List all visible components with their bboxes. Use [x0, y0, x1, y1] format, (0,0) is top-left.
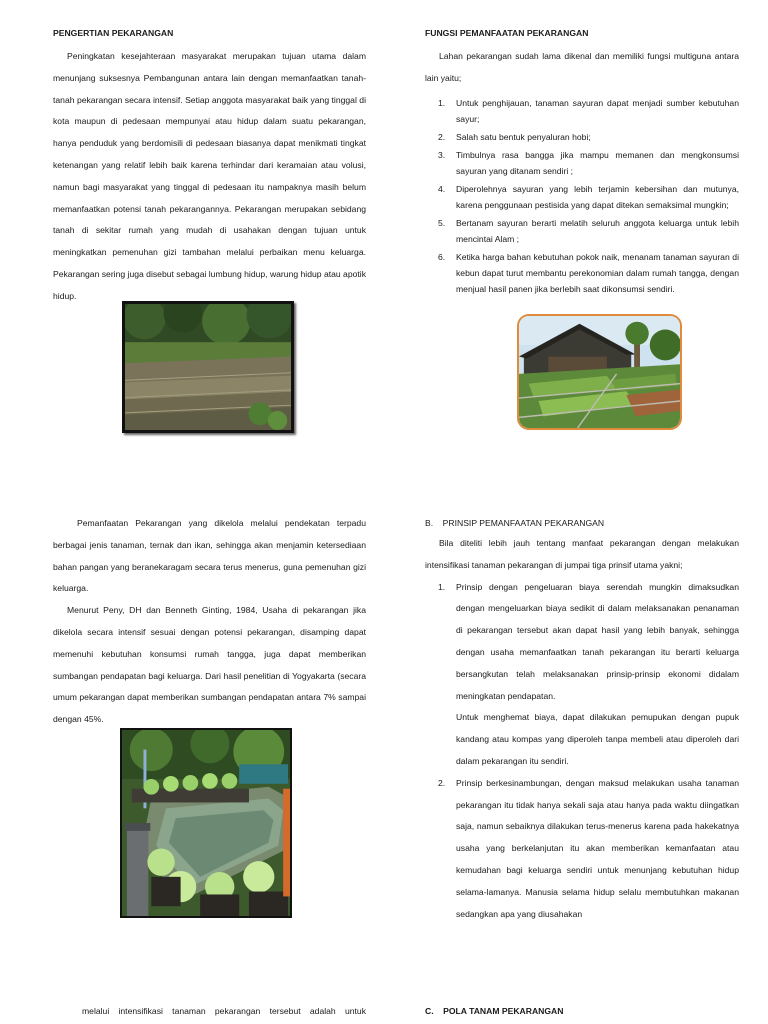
house-garden-photo	[517, 314, 682, 430]
paragraph: Menurut Peny, DH dan Benneth Ginting, 1984, Usaha di pekarangan jika dikelola secara intensif sesuai dengan potensi pekarangan, disamping dapat memenuhi kebutuhan konsumsi rumah tangga, juga dapat memberikan sumbangan pendapatan bagi keluarga. Dari hasil penelitian di Yogyakarta (secara umum pekarangan dapat memberikan sumbangan pendapatan antara 7% sampai dengan 45%.	[53, 605, 366, 725]
paragraph: Peningkatan kesejahteraan masyarakat merupakan tujuan utama dalam menunjang suksesnya Pembangunan antara lain dengan memanfaatkan tanah-tanah pekarangan secara intensif. Setiap anggota masyarakat baik yang tinggal di kota maupun di pedesaan mempunyai atau hidup dalam suatu pekarangan, hanya penduduk yang berdomisili di pedesaan biasanya dapat menikmati tingkat ketenangan yang relatif lebih baik karena terhindar dari keramaian atau volusi, namun bagi masyarakat yang tinggal di pedesaan itu nampaknya masih belum memanfaatkan potensi tanah pekarangannya. Pekarangan merupakan sebidang tanah di sekitar rumah yang mudah di usahakan dengan tujuan untuk meningkatkan pemenuhan gizi tambahan melalui perbaikan menu keluarga. Pekarangan sering juga disebut sebagai lumbung hidup, warung hidup atau apotik hidup.	[53, 51, 366, 301]
list-item: 2. Prinsip berkesinambungan, dengan maksud melakukan usaha tanaman pekarangan itu tidak hanya sekali saja atau hanya pada waktu diingatkan saja, namun sebaiknya dilakukan terus-menerus karena pada hakekatnya usaha yang berkelanjutan itu akan memberikan kemanfaatan atau kemudahan bagi keluarga sendiri untuk menunjang kebutuhan hidup selama-lamanya. Manusia selama hidup selalu membutuhkan makanan sedangkan apa yang diusahakan	[438, 777, 739, 919]
section-pengertian	[53, 26, 366, 308]
list-item: 1. Prinsip dengan pengeluaran biaya serendah mungkin dimaksudkan dengan mengeluarkan biaya sedikit di dalam melaksanakan penanaman di pekarangan tersebut akan dapat hasil yang lebih banyak, sehingga dengan usaha memanfaatkan tanah pekarangan itu berarti keluarga bersangkutan telah melaksanakan prinsip-prinsip ekonomi didalam meningkatan pendapatan. Untuk menghemat biaya, dapat dilakukan pemupukan dengan pupuk kandang atau kompas yang diperoleh tanpa membeli atau diperoleh dari dalam pekarangan itu sendiri.	[425, 577, 739, 773]
section-heading-c: C. POLA TANAM PEKARANGAN	[425, 1006, 564, 1016]
section-prinsip	[425, 516, 739, 925]
paragraph: Pemanfaatan Pekarangan yang dikelola melalui pendekatan terpadu berbagai jenis tanaman, ternak dan ikan, sehingga akan menjamin ketersediaan bahan pangan yang beranekaragam secara terus menerus, guna pemenuhan gizi keluarga.	[53, 518, 366, 594]
section-heading: PENGERTIAN PEKARANGAN	[53, 28, 174, 38]
list-item-continuation: Untuk menghemat biaya, dapat dilakukan pemupukan dengan pupuk kandang atau kompas yang diperoleh tanpa membeli atau diperoleh dari dalam pekarangan itu sendiri.	[456, 712, 739, 766]
section-heading: FUNGSI PEMANFAATAN PEKARANGAN	[425, 28, 589, 38]
garden-beds-photo	[122, 301, 294, 433]
pond-garden-photo	[120, 728, 292, 918]
list-item: 1. Untuk penghijauan, tanaman sayuran dapat menjadi sumber kebutuhan sayur;	[438, 97, 739, 124]
list-item: 5. Bertanam sayuran berarti melatih seluruh anggota keluarga untuk lebih mencintai Alam ;	[438, 217, 739, 244]
list-item: 3. Timbulnya rasa bangga jika mampu memanen dan mengkonsumsi sayuran yang ditanam sendiri ;	[438, 149, 739, 176]
section-fungsi	[425, 26, 739, 297]
paragraph: Bila diteliti lebih jauh tentang manfaat pekarangan dengan melakukan intensifikasi tanaman pekarangan di jumpai tiga prinsif utama yakni;	[425, 538, 739, 570]
list-item: 4. Diperolehnya sayuran yang lebih terjamin kebersihan dan mutunya, karena penggunaan pestisida yang dapat ditekan semaksimal mungkin;	[438, 183, 739, 210]
section-pemanfaatan	[53, 513, 366, 731]
list-item: 2. Salah satu bentuk penyaluran hobi;	[438, 131, 591, 142]
function-list	[425, 95, 739, 297]
section-heading: B. PRINSIP PEMANFAATAN PEKARANGAN	[425, 518, 605, 528]
continuation-line: melalui intensifikasi tanaman pekarangan tersebut adalah untuk	[82, 1006, 366, 1016]
principle-list	[425, 577, 739, 926]
paragraph: Lahan pekarangan sudah lama dikenal dan memiliki fungsi multiguna antara lain yaitu;	[425, 51, 739, 83]
list-item: 6. Ketika harga bahan kebutuhan pokok naik, menanam tanaman sayuran di kebun dapat turut membantu perekonomian dalam rumah tangga, dengan menjual hasil panen jika berlebih saat dikonsumsi sendiri.	[438, 251, 739, 294]
